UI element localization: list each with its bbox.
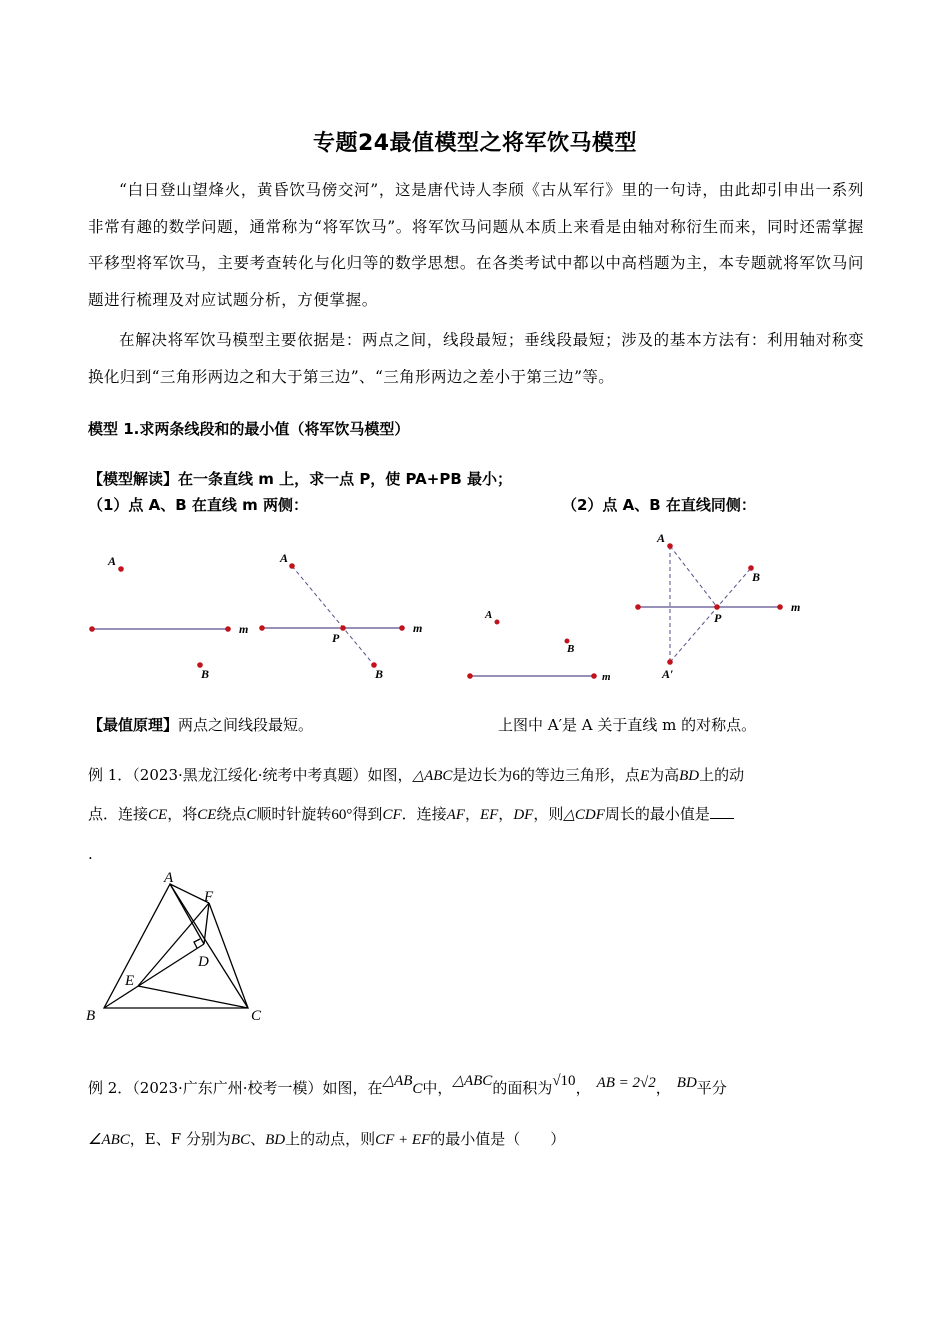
segment-ab [292, 566, 374, 665]
figure-opposite-sides-solution [259, 551, 422, 681]
label-m: m [791, 600, 801, 614]
point-c: C [246, 807, 257, 823]
text: 平分 [696, 1079, 727, 1097]
sqrt-10: √10 [552, 1073, 576, 1089]
label-m: m [413, 621, 423, 635]
example1-figure [80, 868, 280, 1028]
segment-a-prime-b [670, 568, 751, 662]
model-reading [88, 468, 512, 489]
text: 点．连接 [88, 805, 149, 823]
label-f: F [204, 889, 214, 905]
text: 得到 [352, 805, 383, 823]
text: 绕点 [216, 805, 247, 823]
label-a: A [164, 870, 174, 886]
text: 、 [250, 1130, 266, 1148]
point [777, 604, 783, 610]
answer-blank [710, 806, 734, 819]
point-a-prime [667, 659, 673, 665]
text: 是边长为 [452, 766, 513, 784]
figure-same-side-solution [635, 531, 800, 681]
point-a [667, 543, 673, 549]
point [89, 626, 95, 632]
ab-value: AB = 2√2 [596, 1075, 656, 1091]
point-a [495, 620, 500, 625]
expression-cf-ef: CF + EF [375, 1132, 431, 1148]
intro-paragraph-2: 在解决将军饮马模型主要依据是：两点之间，线段最短；垂线段最短；涉及的基本方法有：利用轴对称变换化归到“三角形两边之和大于第三边”、“三角形两边之差小于第三边”等。 [88, 331, 864, 386]
principle-tag: 【最值原理】 [88, 716, 179, 734]
point-a [289, 563, 295, 569]
label-b: B [201, 667, 210, 681]
triangle-abc: △ABC [452, 1073, 493, 1089]
case1-label: （1）点 A、B 在直线 m 两侧： [88, 496, 308, 514]
point-e: E [639, 768, 650, 784]
text: 的等边三角形，点 [519, 766, 640, 784]
example1-prefix: 例 1．（2023·黑龙江绥化·统考中考真题）如图， [88, 766, 413, 784]
segment-ce [138, 986, 248, 1008]
label-b: B [375, 667, 384, 681]
point [225, 626, 231, 632]
angle-60: 60° [331, 807, 353, 823]
segment-ap [670, 546, 717, 607]
triangle-abc: △ABC [412, 768, 453, 784]
point [591, 673, 597, 679]
segment-ef: EF [479, 807, 499, 823]
label-b: B [86, 1008, 96, 1024]
intro-paragraph-1: “白日登山望烽火，黄昏饮马傍交河”，这是唐代诗人李颀《古从军行》里的一句诗，由此却引申出一系列非常有趣的数学问题，通常称为“将军饮马”。将军饮马问题从本质上来看是由轴对称衍生而来，同时还需掌握平移型将军饮马，主要考查转化与化归等的数学思想。在各类考试中都以中高档题为主，本专题就将军饮马问题进行梳理及对应试题分析，方便掌握。 [88, 181, 864, 309]
angle-abc: ∠ABC [88, 1132, 130, 1148]
page-title: 专题24最值模型之将军饮马模型 [312, 131, 638, 156]
segment-bd: BD [676, 1075, 697, 1091]
example2-prefix: 例 2．（2023·广东广州·校考一模）如图，在 [88, 1079, 383, 1097]
value-6: 6 [512, 768, 520, 784]
triangle-ab: △AB [382, 1073, 413, 1089]
example2-line1 [88, 1073, 888, 1100]
text: 上的动 [699, 766, 745, 784]
label-e: E [125, 973, 135, 989]
text: ．连接 [401, 805, 447, 823]
figure-same-side [467, 609, 611, 683]
segment-ef [138, 903, 209, 986]
segment-df: DF [513, 807, 534, 823]
text: 周长的最小值是 [604, 805, 710, 823]
example1-line2 [88, 803, 868, 826]
model-figures [0, 520, 950, 700]
model-reading-tag: 【模型解读】 [88, 470, 179, 488]
text: ， [498, 805, 514, 823]
point [467, 673, 473, 679]
point-a [118, 566, 124, 572]
point-p [340, 625, 346, 631]
principle [88, 714, 313, 736]
segment-cf: CF [382, 807, 402, 823]
segment-bd [104, 944, 204, 1008]
point-c: C [412, 1081, 423, 1097]
text: ， [575, 1079, 591, 1097]
triangle-abc [104, 884, 248, 1008]
label-m: m [239, 622, 249, 636]
text: 顺时针旋转 [256, 805, 332, 823]
segment-bd: BD [265, 1132, 286, 1148]
segment-bd: BD [679, 768, 700, 784]
segment-af: AF [446, 807, 465, 823]
text: ，则 [533, 805, 564, 823]
text: 上的动点，则 [285, 1130, 376, 1148]
label-p: P [332, 631, 340, 645]
example1-end: . [88, 845, 93, 863]
label-d: D [198, 954, 209, 970]
case2-label: （2）点 A、B 在直线同侧： [562, 496, 756, 514]
label-c: C [251, 1008, 262, 1024]
text: ， [655, 1079, 671, 1097]
point-p [714, 604, 720, 610]
label-a: A [280, 551, 289, 565]
label-a: A [657, 531, 666, 545]
principle-text: 两点之间线段最短。 [178, 716, 314, 734]
segment-ce: CE [197, 807, 217, 823]
figure-opposite-sides [89, 554, 248, 681]
label-a-prime: A′ [662, 667, 674, 681]
point [259, 625, 265, 631]
label-a: A [485, 609, 493, 621]
text: ， [464, 805, 480, 823]
principle-note: 上图中 A′是 A 关于直线 m 的对称点。 [498, 716, 757, 734]
label-b: B [567, 643, 575, 655]
point [635, 604, 641, 610]
triangle-cdf: △CDF [563, 807, 605, 823]
segment-bc: BC [230, 1132, 251, 1148]
point [399, 625, 405, 631]
segment-ce: CE [148, 807, 168, 823]
example1-line1 [88, 764, 868, 787]
text: 的面积为 [492, 1079, 553, 1097]
text: 的最小值是（ ） [430, 1130, 566, 1148]
label-m: m [602, 671, 611, 683]
text: ，将 [167, 805, 198, 823]
text: ，E、F 分别为 [129, 1130, 231, 1148]
label-p: P [714, 611, 722, 625]
label-a: A [108, 554, 117, 568]
label-b: B [752, 570, 761, 584]
model1-heading: 模型 1.求两条线段和的最小值（将军饮马模型） [88, 420, 410, 438]
text: 为高 [649, 766, 680, 784]
model-reading-text: 在一条直线 m 上，求一点 P，使 PA+PB 最小； [178, 470, 512, 488]
example2-line2 [88, 1128, 888, 1151]
segment-df [204, 903, 209, 944]
text: 中， [422, 1079, 453, 1097]
